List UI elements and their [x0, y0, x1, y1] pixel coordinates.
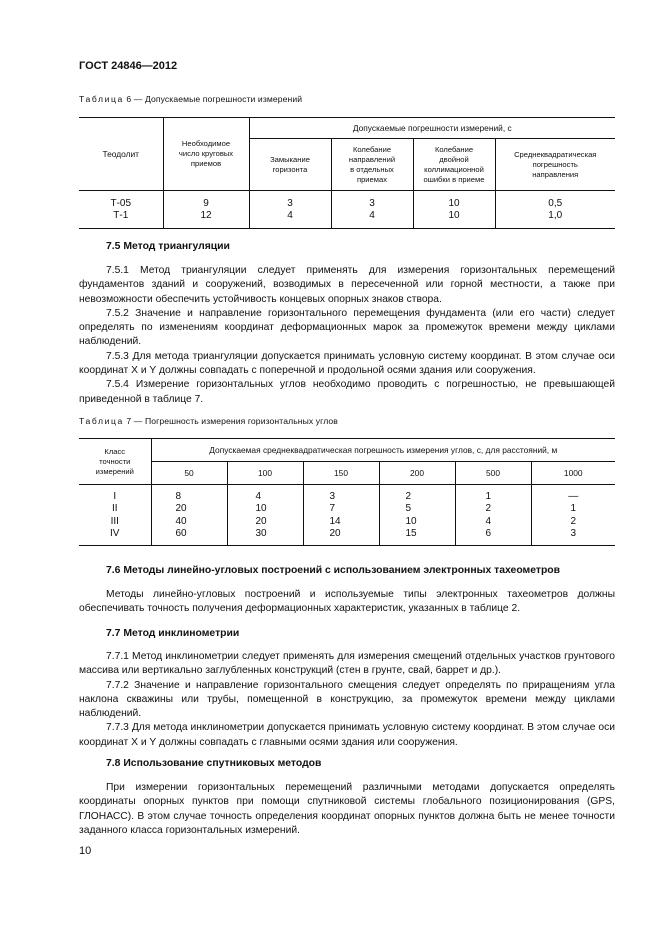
t7-cell: 8: [151, 485, 227, 503]
paragraph: 7.5.2 Значение и направление горизонтального перемещения фундамента (или его части) следует определять по изменениям координат деформационных марок за промежуток времени между циклами наблюдений.: [79, 307, 615, 348]
t6-cell: 0,5: [548, 197, 563, 209]
t7-cell: 2: [379, 485, 455, 503]
table-6-caption-prefix: Таблица: [79, 94, 124, 104]
t7-cell: 60: [151, 528, 227, 546]
t6-subheader: [495, 139, 615, 191]
t6-cell: 4: [331, 210, 413, 229]
section-7-5-heading: 7.5 Метод триангуляции: [106, 241, 230, 252]
t6-cell: Т-05: [79, 191, 163, 210]
t6-subheader-line: Замыкание: [270, 154, 310, 164]
t6-header-receptions: [163, 118, 249, 191]
t7-distance: 150: [303, 462, 379, 485]
section-7-7-heading: 7.7 Метод инклинометрии: [106, 628, 240, 639]
t6-header-receptions-line: Необходимое: [181, 139, 231, 148]
t7-cell: 15: [379, 528, 455, 546]
t7-cell: 6: [455, 528, 531, 546]
t7-distance: 50: [151, 462, 227, 485]
t6-cell: Т-1: [79, 210, 163, 229]
t7-distance: 100: [227, 462, 303, 485]
t6-header-receptions-line: приемов: [190, 159, 222, 168]
section-7-5-body: [79, 264, 615, 407]
t6-cell: 10: [413, 210, 495, 229]
paragraph: 7.7.2 Значение и направление горизонтального смещения следует определять по приращениям угла наклона скважины или трубы, помещенной в конструкцию, за промежуток времени между циклами наблюдений.: [79, 679, 615, 720]
t6-subheader-line: Колебание: [434, 144, 474, 154]
table-row: [79, 503, 615, 516]
t7-cell: II: [79, 503, 151, 516]
paragraph: 7.5.1 Метод триангуляции следует применять для измерения горизонтальных перемещений фундаментов зданий и сооружений, возводимых в пересеченной или горной местности, а также при невозможности обеспечить устойчивость концевых опорных знаков створа.: [79, 265, 615, 305]
t6-subheader-line: Среднеквадратическая: [514, 149, 597, 159]
t7-cell: 4: [455, 515, 531, 528]
t6-subheader: [331, 139, 413, 191]
t7-header-class-line: Класс: [104, 446, 126, 456]
paragraph: 7.7.1 Метод инклинометрии следует применять для измерения смещений отдельных участков грунтового массива или вертикально заглубленных конструкций (стен в грунте, свай, баррет и др.).: [79, 651, 615, 677]
t7-cell: 40: [151, 515, 227, 528]
t6-cell: 4: [249, 210, 331, 229]
section-7-6-body: [79, 588, 615, 617]
t6-subheader-line: приемах: [356, 174, 388, 184]
t6-header-receptions-line: число круговых: [178, 149, 234, 158]
t6-cell: 12: [163, 210, 249, 229]
t6-subheader-line: горизонта: [272, 164, 308, 174]
t7-cell: 10: [227, 503, 303, 516]
t6-header-group: Допускаемые погрешности измерений, с: [249, 118, 615, 139]
t6-subheader-line: коллимационной: [424, 164, 484, 174]
t6-subheader-line: погрешность: [532, 159, 578, 169]
t7-cell: 20: [227, 515, 303, 528]
section-7-8-heading: 7.8 Использование спутниковых методов: [106, 758, 322, 769]
table-row: [79, 191, 615, 210]
t7-cell: 2: [455, 503, 531, 516]
table-7-caption: [79, 416, 338, 426]
table-7-caption-prefix: Таблица: [79, 416, 124, 426]
paragraph: Методы линейно-угловых построений и используемые типы электронных тахеометров должны обеспечивать точность получения деформационных характеристик, указанных в таблице 2.: [79, 589, 615, 615]
t6-subheader: [413, 139, 495, 191]
t7-cell: I: [79, 485, 151, 503]
table-row: [79, 528, 615, 546]
table-row: [79, 210, 615, 229]
t7-cell: 20: [303, 528, 379, 546]
t7-distance: 200: [379, 462, 455, 485]
t6-cell: 1,0: [495, 210, 615, 229]
t7-cell: 4: [227, 485, 303, 503]
section-7-7-body: [79, 650, 615, 750]
t7-header-class-line: точности: [99, 456, 131, 466]
t7-distance: 1000: [531, 462, 615, 485]
t7-cell: 3: [531, 528, 615, 546]
t7-cell: IV: [79, 528, 151, 546]
t7-cell: 10: [379, 515, 455, 528]
t7-cell: 3: [303, 485, 379, 503]
paragraph: 7.5.3 Для метода триангуляции допускается принимать условную систему координат. В этом случае оси координат X и Y должны совпадать с поперечной и продольной осями здания или сооружения.: [79, 350, 615, 377]
page-number: 10: [79, 845, 92, 857]
table-6-caption: [79, 94, 302, 104]
t6-subheader-line: ошибки в приеме: [423, 174, 485, 184]
t7-cell: 5: [379, 503, 455, 516]
section-7-6-heading: 7.6 Методы линейно-угловых построений с использованием электронных тахеометров: [106, 565, 561, 576]
t7-distance: 500: [455, 462, 531, 485]
t6-subheader-line: двойной: [439, 154, 469, 164]
t7-cell: 1: [570, 503, 577, 515]
t6-cell: 3: [249, 191, 331, 210]
t7-cell: 1: [455, 485, 531, 503]
section-7-8-body: [79, 781, 615, 838]
t6-cell: 3: [331, 191, 413, 210]
t7-cell: 14: [303, 515, 379, 528]
t7-header-group: Допускаемая среднеквадратическая погрешность измерения углов, с, для расстояний, м: [151, 439, 615, 462]
t7-cell: 30: [227, 528, 303, 546]
t6-subheader-line: в отдельных: [350, 164, 394, 174]
t7-header-class-line: измерений: [95, 466, 134, 476]
t7-cell: III: [79, 515, 151, 528]
t6-subheader-line: направления: [532, 169, 579, 179]
t6-subheader: [249, 139, 331, 191]
table-7-caption-text: 7 — Погрешность измерения горизонтальных углов: [123, 416, 338, 426]
table-7: [79, 438, 615, 546]
table-6: [79, 117, 615, 229]
table-row: [79, 485, 615, 503]
t7-cell: 20: [151, 503, 227, 516]
t6-cell: 9: [163, 191, 249, 210]
paragraph: При измерении горизонтальных перемещений различными методами допускается определять координаты опорных пунктов при помощи спутниковой системы глобального позиционирования (GPS, ГЛОНАСС). В этом случае точность определения координат опорных пунктов должна быть не менее точности заданного класса горизонтальных измерений.: [79, 782, 615, 836]
t6-cell: 10: [413, 191, 495, 210]
t7-cell: 2: [570, 515, 577, 527]
t6-subheader-line: направлений: [348, 154, 396, 164]
paragraph: 7.7.3 Для метода инклинометрии допускается принимать условную систему координат. В этом случае оси координат X и Y должны совпадать с главными осями здания или сооружения.: [79, 722, 615, 748]
table-row: [79, 515, 615, 528]
t7-header-class: [79, 439, 151, 485]
paragraph: 7.5.4 Измерение горизонтальных углов необходимо проводить с погрешностью, не превышающей приведенной в таблице 7.: [79, 379, 615, 405]
document-header: ГОСТ 24846—2012: [79, 60, 178, 72]
t7-cell: —: [568, 490, 579, 502]
table-6-caption-text: 6 — Допускаемые погрешности измерений: [123, 94, 303, 104]
t7-cell: 7: [303, 503, 379, 516]
t6-subheader-line: Колебание: [352, 144, 392, 154]
t6-header-theodolite: Теодолит: [79, 118, 163, 191]
